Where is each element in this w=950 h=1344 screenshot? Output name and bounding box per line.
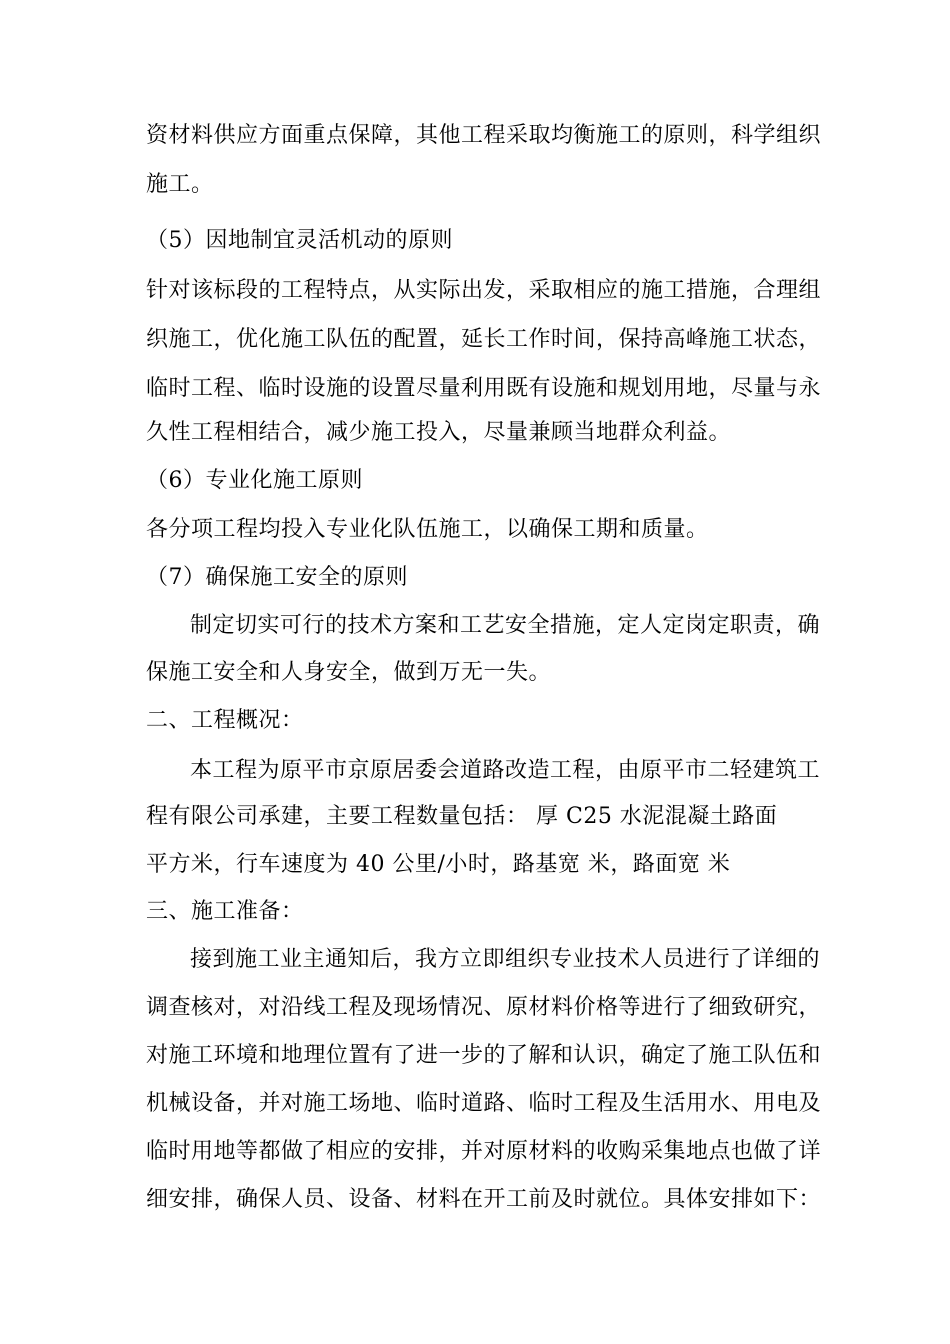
paragraph-line: 细安排，确保人员、设备、材料在开工前及时就位。具体安排如下： bbox=[146, 1187, 822, 1212]
paragraph-line: 施工。 bbox=[146, 172, 214, 197]
paragraph-line: 程有限公司承建，主要工程数量包括： 厚 C25 水泥混凝土路面 bbox=[146, 804, 778, 829]
paragraph-line: 各分项工程均投入专业化队伍施工，以确保工期和质量。 bbox=[146, 517, 709, 542]
paragraph-line: 对施工环境和地理位置有了进一步的了解和认识，确定了施工队伍和 bbox=[146, 1043, 822, 1068]
paragraph-line: 保施工安全和人身安全，做到万无一失。 bbox=[146, 660, 552, 685]
paragraph-line: 资材料供应方面重点保障，其他工程采取均衡施工的原则，科学组织 bbox=[146, 123, 822, 148]
section-title-preparation: 三、施工准备： bbox=[146, 899, 304, 924]
section-heading-7: （7）确保施工安全的原则 bbox=[146, 565, 408, 590]
paragraph-line: 针对该标段的工程特点，从实际出发，采取相应的施工措施，合理组 bbox=[146, 278, 822, 303]
section-heading-6: （6）专业化施工原则 bbox=[146, 468, 363, 493]
paragraph-line: 久性工程相结合，减少施工投入，尽量兼顾当地群众利益。 bbox=[146, 420, 732, 445]
paragraph-line: 制定切实可行的技术方案和工艺安全措施，定人定岗定职责，确 bbox=[190, 613, 821, 638]
paragraph-line: 机械设备，并对施工场地、临时道路、临时工程及生活用水、用电及 bbox=[146, 1091, 822, 1116]
paragraph-line: 平方米，行车速度为 40 公里/小时，路基宽 米，路面宽 米 bbox=[146, 852, 731, 877]
paragraph-line: 临时工程、临时设施的设置尽量利用既有设施和规划用地，尽量与永 bbox=[146, 376, 822, 401]
paragraph-line: 本工程为原平市京原居委会道路改造工程，由原平市二轻建筑工 bbox=[190, 758, 821, 783]
section-heading-5: （5）因地制宜灵活机动的原则 bbox=[146, 228, 453, 253]
section-title-overview: 二、工程概况： bbox=[146, 708, 304, 733]
paragraph-line: 调查核对，对沿线工程及现场情况、原材料价格等进行了细致研究， bbox=[146, 995, 822, 1020]
paragraph-line: 接到施工业主通知后，我方立即组织专业技术人员进行了详细的 bbox=[190, 947, 821, 972]
paragraph-line: 临时用地等都做了相应的安排，并对原材料的收购采集地点也做了详 bbox=[146, 1139, 822, 1164]
paragraph-line: 织施工，优化施工队伍的配置，延长工作时间，保持高峰施工状态， bbox=[146, 327, 822, 352]
